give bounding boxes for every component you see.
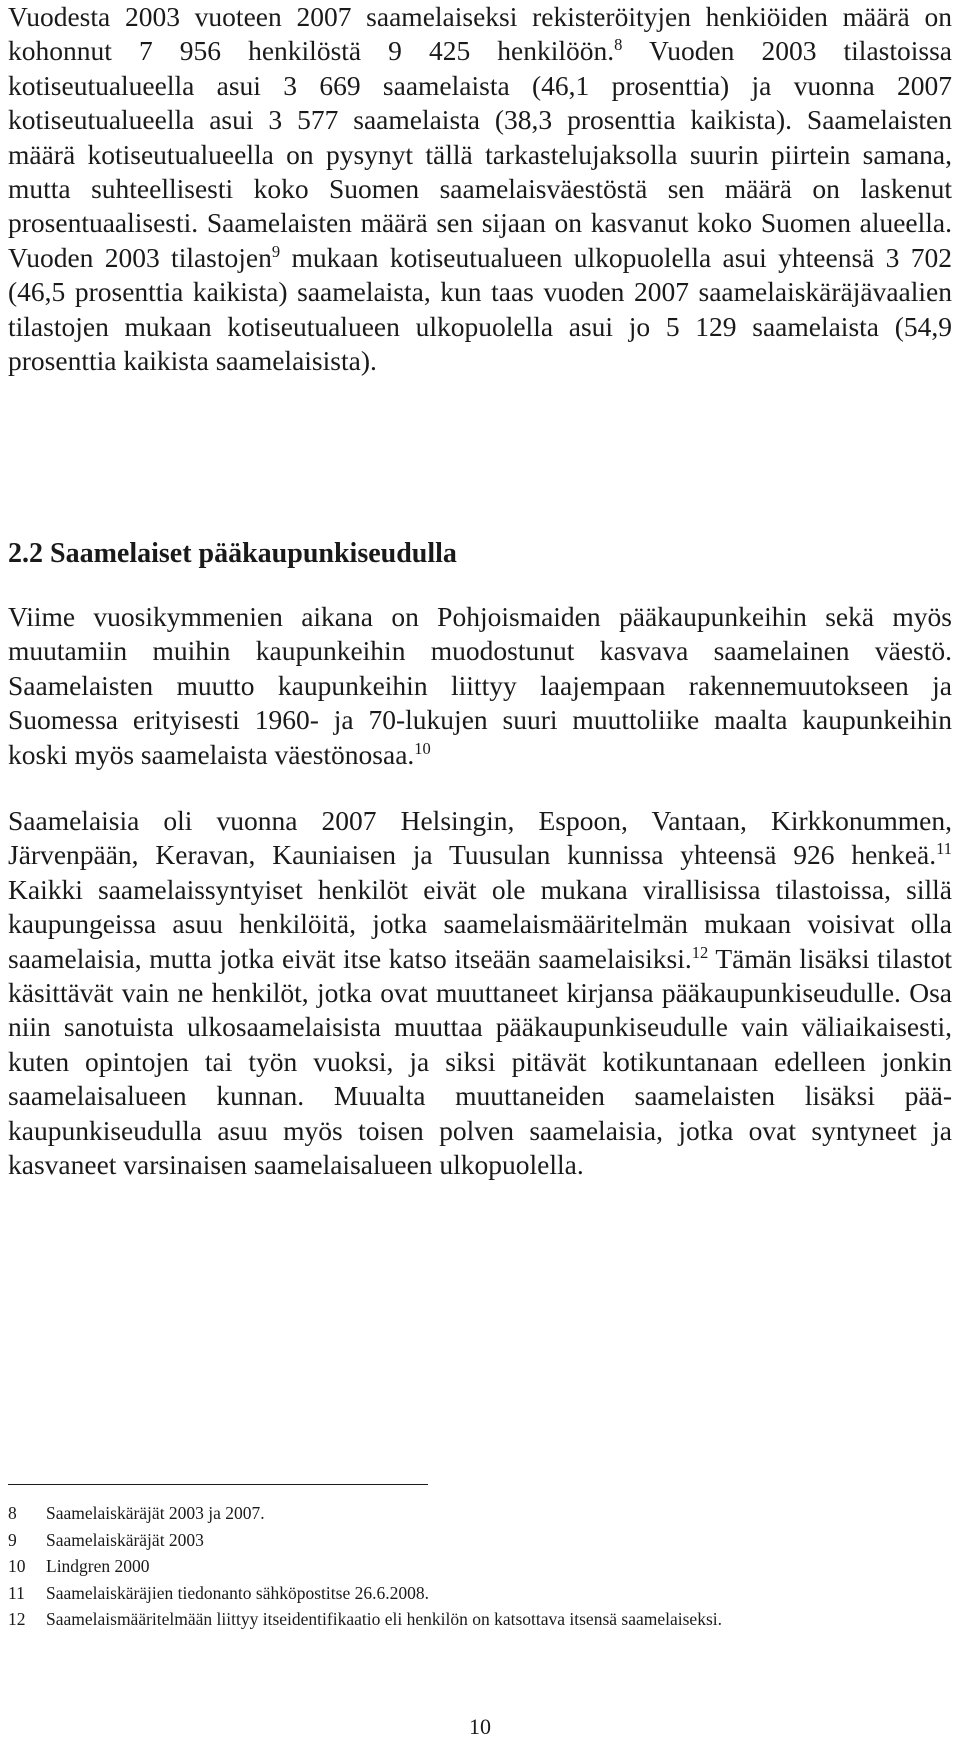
footnote-number: 11 <box>8 1582 25 1603</box>
footnote-number: 9 <box>8 1529 17 1550</box>
footnote-divider <box>8 1484 428 1485</box>
paragraph-text: mukaan kotiseutualueen ulkopuolella asui yhteensä 3 702 (46,5 prosenttia kaikista) saamelaista, kun taas vuoden 2007 saamelaiskäräjävaalien tilastojen mukaan kotiseutualueen ulkopuolella asui jo 5 129 saamelaista (54,9 prosenttia kaikista saamelaisista). <box>8 241 952 377</box>
footnote-reference-8[interactable]: 8 <box>614 35 623 55</box>
page-number: 10 <box>469 1714 491 1739</box>
footnote-item <box>8 1553 952 1580</box>
footnote-number: 12 <box>8 1609 26 1629</box>
paragraph-text: Kaikki saamelaissyntyiset henkilöt eivät ole mukana virallisissa tilastoissa, sillä kaupungeissa asuu henkilöitä, jotka saamelaismääritelmän mukaan voisivat olla saamelaisia, mutta jotka eivät itse katso itseään saamelaisiksi. <box>8 873 952 974</box>
paragraph-paakaupunkiseutu <box>8 804 952 1182</box>
footnotes-list <box>8 1500 952 1633</box>
footnote-item <box>8 1527 952 1554</box>
paragraph-saamelaisten-maara <box>8 0 952 378</box>
footnote-text: Saamelaiskäräjät 2003 <box>46 1529 204 1550</box>
footnote-item <box>8 1500 952 1527</box>
paragraph-text: Viime vuosikymmenien aikana on Pohjoismaiden pääkaupunkeihin sekä myös muutamiin muihin kaupunkeihin muodostunut kasvava saamelainen väestö. Saamelaisten muutto kaupunkeihin liittyy laajempaan rakennemuutokseen ja Suomessa erityisesti 1960- ja 70-lukujen suuri muuttoliike maalta kaupunkeihin koski myös saamelaista väestönosaa. <box>8 601 952 770</box>
paragraph-text: Tämän lisäksi tilastot käsittävät vain ne henkilöt, jotka ovat muuttaneet kirjansa pääkaupunkiseudulle. Osa niin sanotuista ulkosaamelaisista muuttaa pääkaupunkiseudulle vain väliaikaisesti, kuten opintojen tai työn vuoksi, ja siksi pitävät kotikuntanaan edelleen jonkin saamelaisalueen kunnan. Muualta muuttaneiden saamelaisten lisäksi pääkaupunkiseudulla asuu myös toisen polven saamelaisia, jotka ovat syntyneet ja kasvaneet varsinaisen saamelaisalueen ulkopuolella. <box>8 942 952 1181</box>
footnote-text: Lindgren 2000 <box>46 1556 150 1576</box>
paragraph-text: Vuodesta 2003 vuoteen 2007 saamelaiseksi rekisteröityjen henkiöiden määrä on kohonnut 7 956 henkilöstä 9 425 henkilöön. <box>8 1 952 67</box>
footnote-text: Saamelaiskäräjien tiedonanto sähköpostitse 26.6.2008. <box>46 1582 429 1603</box>
paragraph-text: Saamelaisia oli vuonna 2007 Helsingin, Espoon, Vantaan, Kirkkonummen, Järvenpään, Keravan, Kauniaisen ja Tuusulan kunnissa yhteensä 926 henkeä. <box>8 805 952 871</box>
footnote-number: 10 <box>8 1556 26 1576</box>
footnote-reference-10[interactable]: 10 <box>414 738 431 758</box>
paragraph-kaupungistuminen <box>8 600 952 772</box>
footnote-number: 8 <box>8 1503 17 1523</box>
footnote-item <box>8 1580 952 1607</box>
paragraph-text: Vuoden 2003 tilastoissa kotiseutualueella asui 3 669 saamelaista (46,1 prosenttia) ja vuonna 2007 kotiseutualueella asui 3 577 saamelaista (38,3 prosenttia kaikista). Saamelaisten määrä kotiseutualueella on pysynyt tällä tarkastelujaksolla suurin piirtein samana, mutta suhteellisesti koko Suomen saamelaisväestöstä sen määrä on laskenut prosentuaalisesti. Saamelaisten määrä sen sijaan on kasvanut koko Suomen alueella. Vuoden 2003 tilastojen <box>8 35 952 273</box>
footnote-text: Saamelaismääritelmään liittyy itseidentifikaatio eli henkilön on katsottava itsensä saamelaiseksi. <box>46 1609 722 1629</box>
footnote-reference-9[interactable]: 9 <box>271 241 281 261</box>
footnote-text: Saamelaiskäräjät 2003 ja 2007. <box>46 1503 265 1523</box>
footnote-item <box>8 1606 952 1633</box>
footnote-reference-12[interactable]: 12 <box>691 942 709 962</box>
section-heading: 2.2 Saamelaiset pääkaupunkiseudulla <box>8 538 457 569</box>
footnote-reference-11[interactable]: 11 <box>936 839 952 859</box>
